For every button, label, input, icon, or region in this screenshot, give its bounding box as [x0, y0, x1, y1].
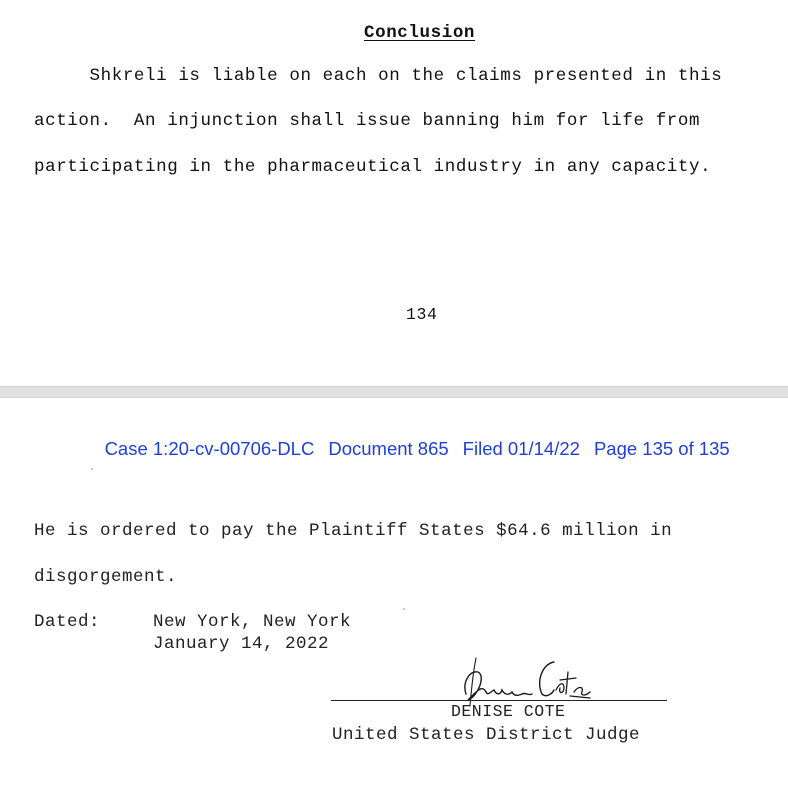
ecf-header: [84, 416, 744, 482]
document-page-135: [0, 398, 788, 808]
dated-label: Dated:: [34, 612, 101, 632]
scan-speck: [403, 608, 405, 610]
conclusion-line-2: action. An injunction shall issue banning him for life from: [34, 111, 701, 131]
ecf-page-count: Page 135 of 135: [593, 438, 730, 459]
conclusion-heading: Conclusion: [364, 23, 476, 43]
ecf-document-number: Document 865: [328, 438, 449, 459]
document-page-134: [0, 0, 788, 386]
page-separator: [0, 386, 788, 398]
dated-place: New York, New York: [153, 612, 352, 632]
ecf-case-number: Case 1:20-cv-00706-DLC: [104, 438, 315, 459]
dated-date: January 14, 2022: [153, 634, 330, 654]
order-line-1: He is ordered to pay the Plaintiff States $64.6 million in: [34, 521, 673, 541]
conclusion-line-1: Shkreli is liable on each on the claims presented in this: [34, 66, 723, 86]
signer-name: DENISE COTE: [451, 702, 566, 721]
order-line-2: disgorgement.: [34, 567, 178, 587]
page-number: 134: [406, 305, 438, 324]
signature-line: [331, 700, 667, 701]
conclusion-line-3: participating in the pharmaceutical industry in any capacity.: [34, 157, 712, 177]
scan-speck: [91, 468, 93, 470]
ecf-filed-date: Filed 01/14/22: [462, 438, 580, 459]
signer-title: United States District Judge: [332, 725, 641, 745]
